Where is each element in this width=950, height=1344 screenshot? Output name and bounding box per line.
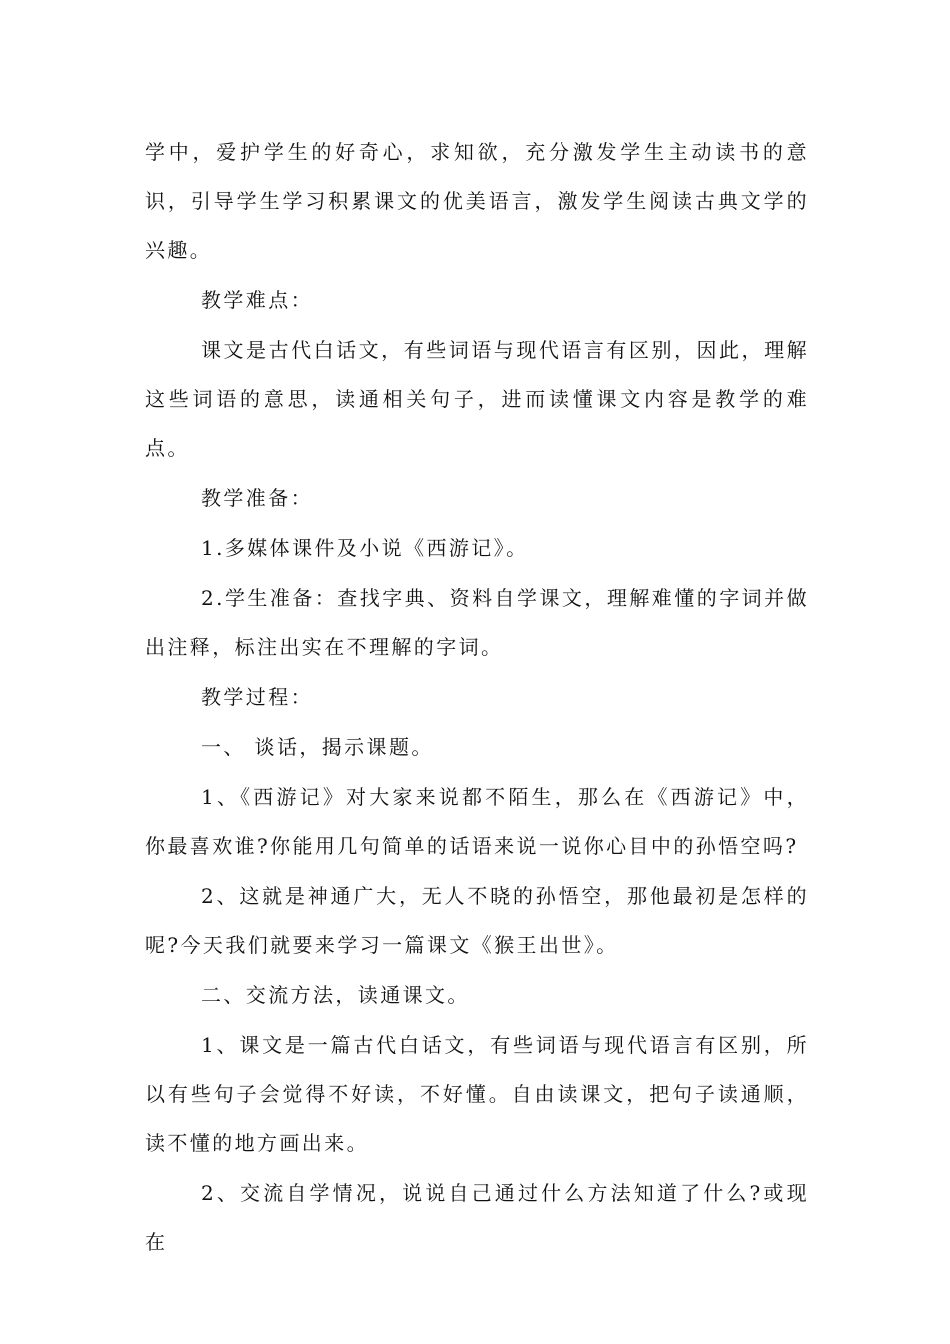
paragraph-11: 1、课文是一篇古代白话文，有些词语与现代语言有区别，所以有些句子会觉得不好读，不好懂。自由读课文，把句子读通顺，读不懂的地方画出来。 bbox=[145, 1033, 809, 1155]
paragraph-8: 1、《西游记》对大家来说都不陌生，那么在《西游记》中，你最喜欢谁?你能用几句简单的话语来说一说你心目中的孙悟空吗? bbox=[145, 785, 809, 858]
paragraph-0: 学中，爱护学生的好奇心，求知欲，充分激发学生主动读书的意识，引导学生学习积累课文的优美语言，激发学生阅读古典文学的兴趣。 bbox=[145, 140, 809, 262]
paragraph-3-heading: 教学准备： bbox=[201, 486, 313, 510]
document-body bbox=[145, 128, 809, 1268]
paragraph-2: 课文是古代白话文，有些词语与现代语言有区别，因此，理解这些词语的意思，读通相关句子，进而读懂课文内容是教学的难点。 bbox=[145, 338, 809, 460]
paragraph-10: 二、交流方法，读通课文。 bbox=[201, 983, 470, 1007]
paragraph-1-heading: 教学难点： bbox=[201, 288, 313, 312]
paragraph-12: 2、交流自学情况，说说自己通过什么方法知道了什么?或现在 bbox=[145, 1181, 809, 1254]
paragraph-9: 2、这就是神通广大，无人不晓的孙悟空，那他最初是怎样的呢?今天我们就要来学习一篇课文《猴王出世》。 bbox=[145, 884, 809, 957]
paragraph-4: 1.多媒体课件及小说《西游记》。 bbox=[201, 536, 529, 560]
paragraph-6-heading: 教学过程： bbox=[201, 685, 313, 709]
paragraph-7: 一、 谈话，揭示课题。 bbox=[201, 735, 434, 759]
paragraph-5: 2.学生准备：查找字典、资料自学课文，理解难懂的字词并做出注释，标注出实在不理解的字词。 bbox=[145, 586, 809, 659]
